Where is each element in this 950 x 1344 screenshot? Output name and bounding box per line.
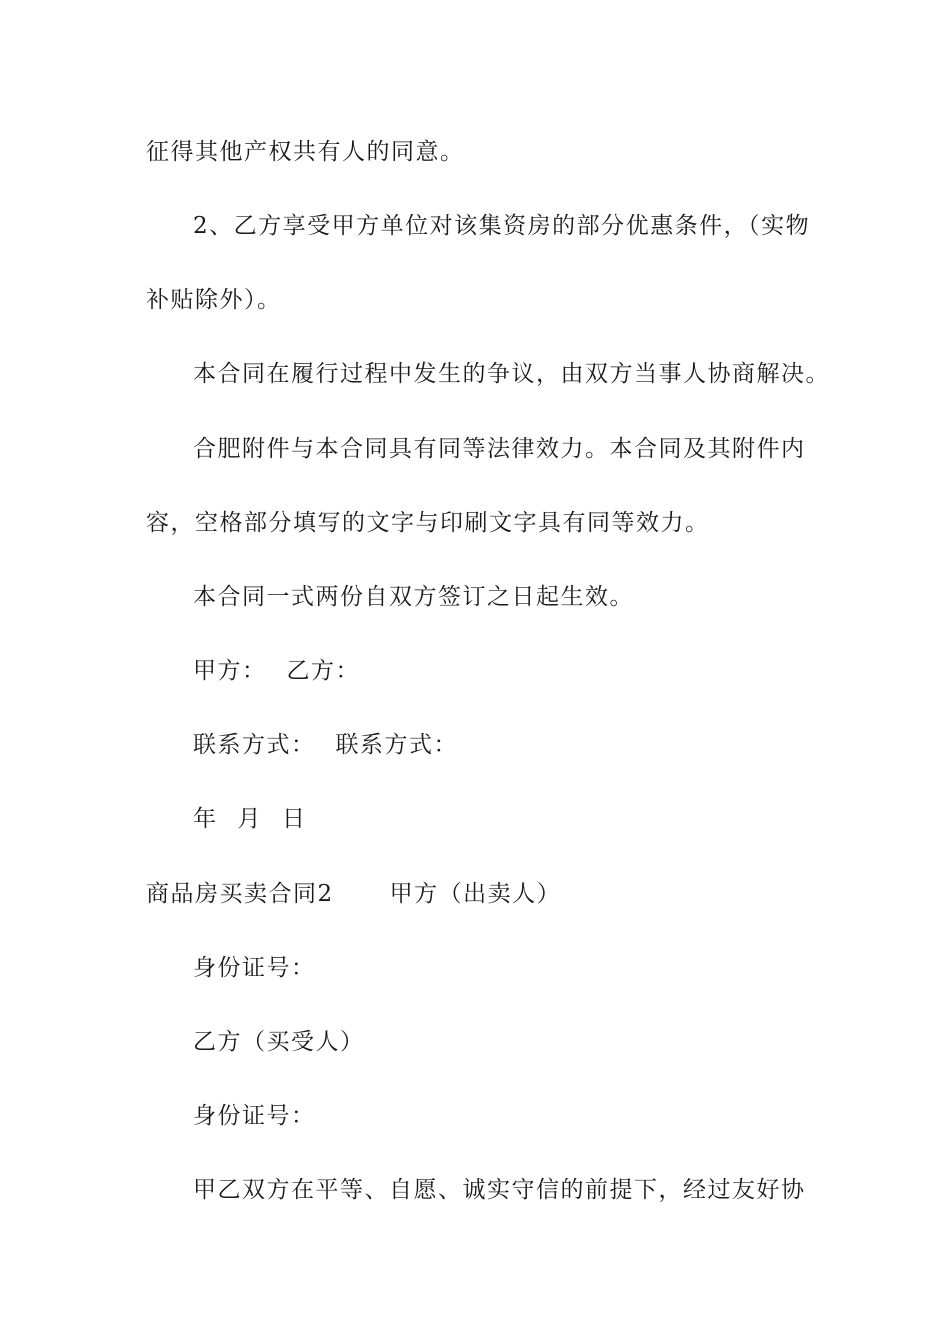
paragraph-line: 甲乙双方在平等、自愿、诚实守信的前提下，经过友好协 bbox=[193, 1177, 806, 1203]
buyer-line: 乙方（买受人） bbox=[193, 1029, 365, 1055]
paragraph-line: 补贴除外）。 bbox=[146, 287, 282, 313]
contract2-title: 商品房买卖合同2 bbox=[146, 881, 334, 907]
paragraph-line: 2、乙方享受甲方单位对该集资房的部分优惠条件，（实物 bbox=[193, 213, 811, 239]
paragraph-line: 本合同在履行过程中发生的争议，由双方当事人协商解决。 bbox=[193, 361, 830, 387]
signature-contact-line bbox=[193, 730, 458, 760]
paragraph-line: 合肥附件与本合同具有同等法律效力。本合同及其附件内 bbox=[193, 436, 806, 462]
date-day-label: 日 bbox=[282, 806, 307, 832]
party-a-label: 甲方： bbox=[193, 658, 267, 684]
contact-b-label: 联系方式： bbox=[335, 732, 458, 758]
paragraph-line: 本合同一式两份自双方签订之日起生效。 bbox=[193, 584, 634, 610]
date-year-label: 年 bbox=[193, 806, 218, 832]
buyer-id-line: 身份证号： bbox=[193, 1103, 316, 1129]
signature-parties-line bbox=[193, 656, 360, 686]
signature-date-line bbox=[193, 804, 307, 834]
date-month-label: 月 bbox=[237, 806, 262, 832]
contact-a-label: 联系方式： bbox=[193, 732, 316, 758]
seller-label: 甲方（出卖人） bbox=[389, 881, 562, 907]
party-b-label: 乙方： bbox=[286, 658, 360, 684]
contract2-header-line bbox=[146, 879, 561, 909]
seller-id-line: 身份证号： bbox=[193, 955, 316, 981]
paragraph-line: 征得其他产权共有人的同意。 bbox=[146, 139, 465, 165]
paragraph-line: 容，空格部分填写的文字与印刷文字具有同等效力。 bbox=[146, 510, 710, 536]
